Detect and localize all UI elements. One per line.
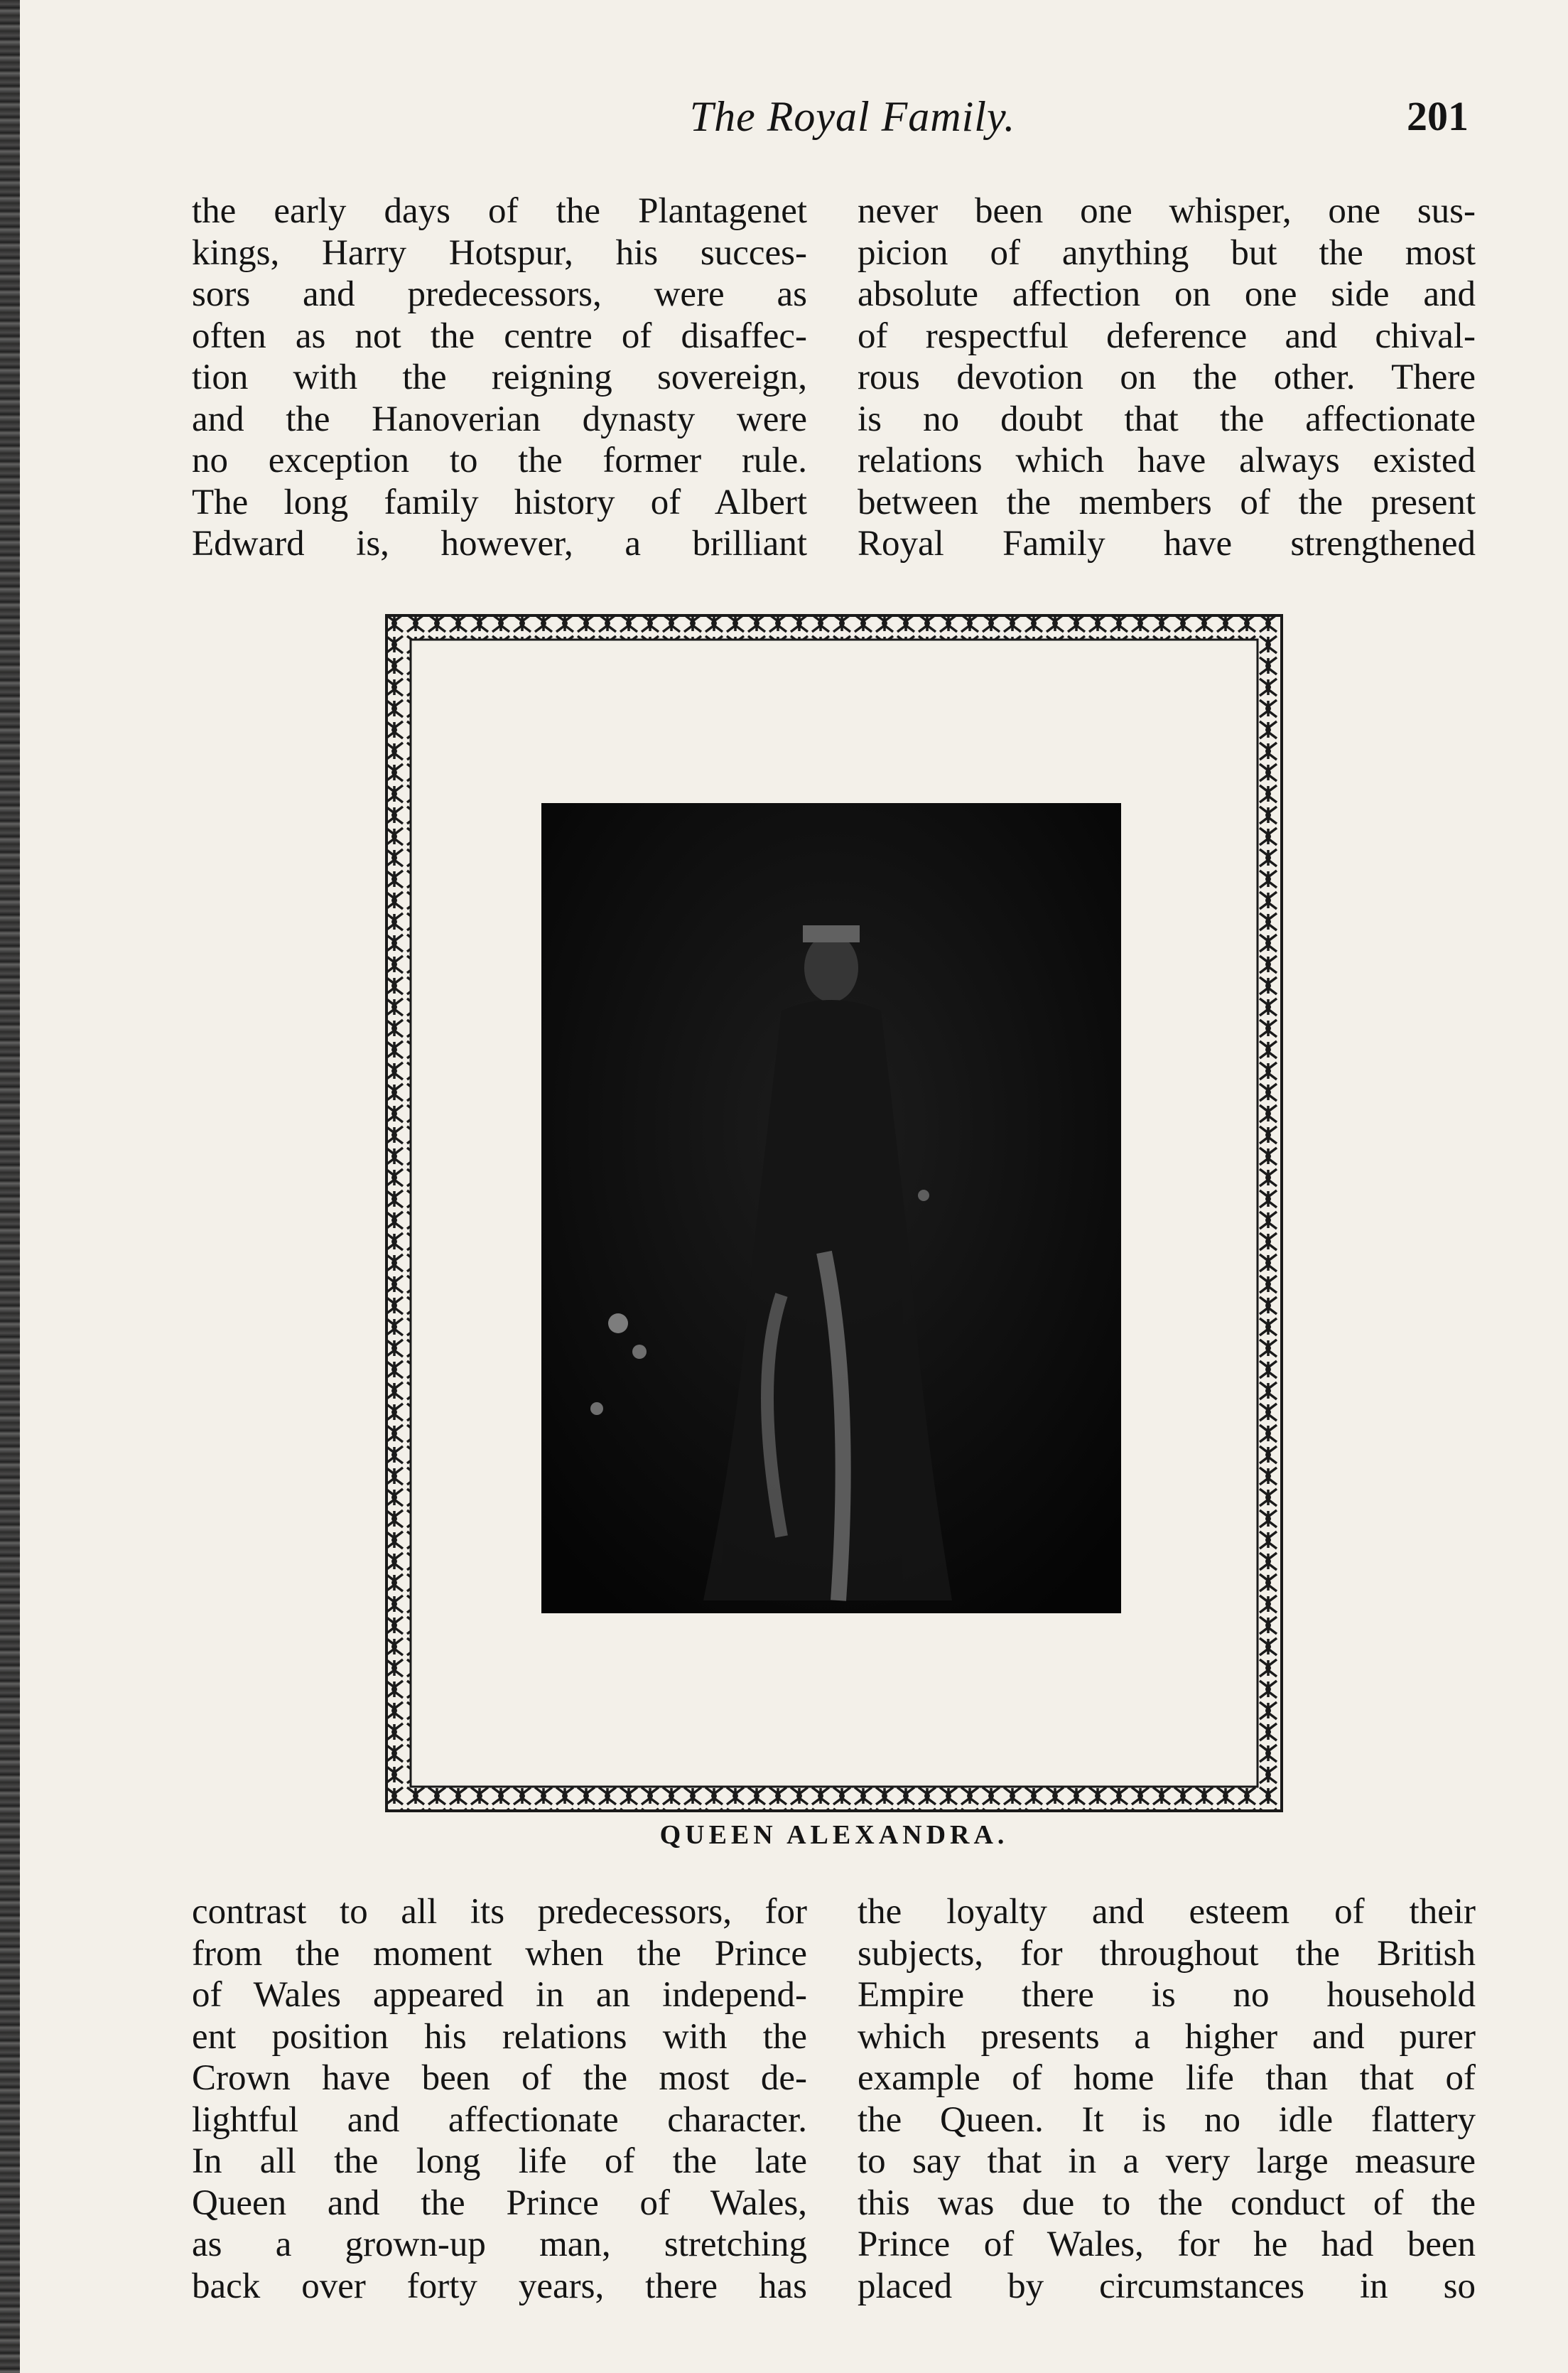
text-line: Empire there is no household [858, 1975, 1476, 2015]
text-line: placed by circumstances in so [858, 2266, 1476, 2306]
text-line: relations which have always existed [858, 441, 1476, 480]
text-line: no exception to the former rule. [192, 441, 807, 480]
text-line: lightful and affectionate character. [192, 2099, 807, 2140]
text-line: tion with the reigning sovereign, [192, 357, 807, 397]
text-line: kings, Harry Hotspur, his succes- [192, 232, 807, 273]
text-line: rous devotion on the other. There [858, 357, 1476, 397]
text-line: of respectful deference and chival- [858, 316, 1476, 356]
text-line: of Wales appeared in an independ- [192, 1975, 807, 2015]
text-line: Queen and the Prince of Wales, [192, 2183, 807, 2223]
book-binding-edge [0, 0, 20, 2373]
text-line: as a grown-up man, stretching [192, 2224, 807, 2264]
text-column-bottom-right [858, 1891, 1476, 2307]
text-line: Edward is, however, a brilliant [192, 524, 807, 564]
text-line: from the moment when the Prince [192, 1933, 807, 1974]
text-line: often as not the centre of disaffec- [192, 316, 807, 356]
illustration-caption: QUEEN ALEXANDRA. [659, 1820, 1009, 1850]
text-line: sors and predecessors, were as [192, 274, 807, 314]
text-line: back over forty years, there has [192, 2266, 807, 2306]
text-line: this was due to the conduct of the [858, 2183, 1476, 2223]
running-title: The Royal Family. [689, 93, 1016, 140]
text-line: absolute affection on one side and [858, 274, 1476, 314]
text-line: Royal Family have strengthened [858, 524, 1476, 564]
text-line: contrast to all its predecessors, for [192, 1892, 807, 1932]
text-line: Crown have been of the most de- [192, 2058, 807, 2098]
text-column-top-right [858, 190, 1476, 565]
text-line: the loyalty and esteem of their [858, 1892, 1476, 1932]
text-line: never been one whisper, one sus- [858, 191, 1476, 231]
text-line: which presents a higher and purer [858, 2016, 1476, 2057]
text-column-top-left [192, 190, 807, 565]
text-line: between the members of the present [858, 482, 1476, 522]
text-column-bottom-left [192, 1891, 807, 2307]
text-line: is no doubt that the affectionate [858, 399, 1476, 439]
text-line: picion of anything but the most [858, 232, 1476, 273]
text-line: to say that in a very large measure [858, 2141, 1476, 2181]
text-line: the Queen. It is no idle flattery [858, 2099, 1476, 2140]
text-line: and the Hanoverian dynasty were [192, 399, 807, 439]
text-line: the early days of the Plantagenet [192, 191, 807, 231]
text-line: Prince of Wales, for he had been [858, 2224, 1476, 2264]
text-line: subjects, for throughout the British [858, 1933, 1476, 1974]
portrait-plate [384, 613, 1285, 1814]
text-line: In all the long life of the late [192, 2141, 807, 2181]
ornamental-frame [384, 613, 1285, 1814]
text-line: example of home life than that of [858, 2058, 1476, 2098]
text-line: The long family history of Albert [192, 482, 807, 522]
page-number: 201 [1407, 93, 1469, 139]
text-line: ent position his relations with the [192, 2016, 807, 2057]
page-header [0, 92, 1568, 149]
